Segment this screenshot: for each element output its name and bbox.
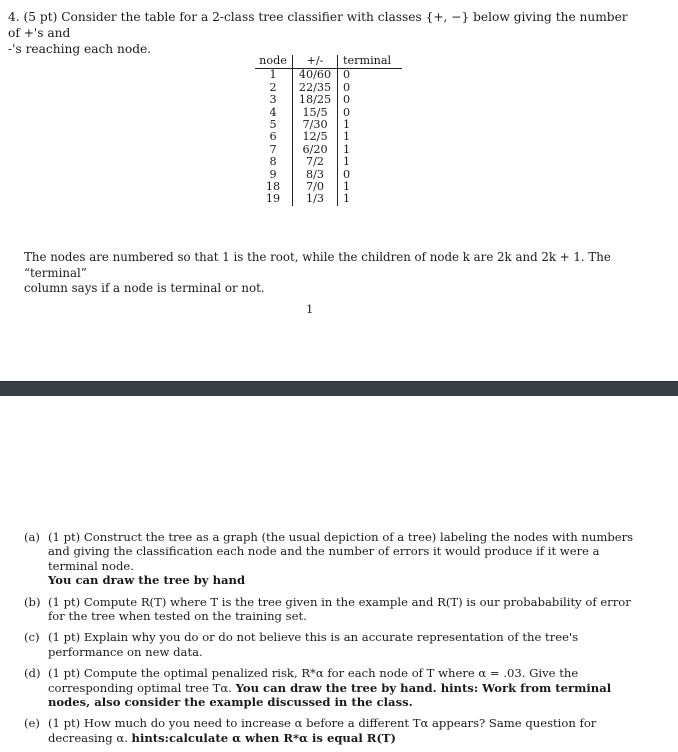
cell-node: 3 xyxy=(255,94,293,106)
cell-node: 4 xyxy=(255,107,293,119)
question-number: 4. xyxy=(8,10,20,24)
list-item xyxy=(24,595,634,624)
cell-node: 1 xyxy=(255,69,293,82)
cell-terminal: 1 xyxy=(343,142,351,156)
part-bold-text: You can draw the tree by hand. hints: Work from terminal nodes, also consider the example discussed in the class. xyxy=(48,680,612,710)
part-tag: (b) xyxy=(24,594,41,609)
question-points: (5 pt) xyxy=(23,10,58,24)
part-text: Explain why you do or do not believe this is an accurate representation of the tree's performance on new data. xyxy=(48,630,579,659)
list-item xyxy=(24,630,634,659)
table-row xyxy=(255,144,402,156)
cell-ratio: 7/30 xyxy=(293,119,338,131)
part-text: Construct the tree as a graph (the usual depiction of a tree) labeling the nodes with numbers and giving the classification each node and the number of errors it would produce if it were a terminal node. xyxy=(48,530,634,573)
part-bold-text: You can draw the tree by hand xyxy=(48,573,246,588)
sub-questions-list xyxy=(24,530,634,752)
cell-ratio: 22/35 xyxy=(293,82,338,94)
cell-ratio: 6/20 xyxy=(293,144,338,156)
table-row xyxy=(255,131,402,143)
cell-terminal: 1 xyxy=(343,192,351,206)
table-row xyxy=(255,107,402,119)
header-terminal: terminal xyxy=(338,55,403,69)
table-row xyxy=(255,119,402,131)
description-line1: The nodes are numbered so that 1 is the root, while the children of node k are 2k and 2k + 1. The “terminal” xyxy=(24,250,611,280)
cell-terminal: 1 xyxy=(343,130,351,144)
question-text-line2: -'s reaching each node. xyxy=(8,42,152,56)
table-row xyxy=(255,193,402,205)
cell-ratio: 18/25 xyxy=(293,94,338,106)
cell-terminal: 1 xyxy=(343,155,351,169)
page-divider-bar xyxy=(0,381,678,397)
cell-terminal: 0 xyxy=(343,105,351,119)
cell-ratio: 12/5 xyxy=(293,131,338,143)
cell-ratio: 1/3 xyxy=(293,193,338,205)
node-table xyxy=(255,55,402,206)
cell-node: 7 xyxy=(255,144,293,156)
cell-terminal: 0 xyxy=(343,80,351,94)
part-points: (1 pt) xyxy=(48,716,81,731)
cell-terminal: 0 xyxy=(343,93,351,107)
part-points: (1 pt) xyxy=(48,630,81,645)
cell-terminal: 0 xyxy=(343,68,351,82)
description-line2: column says if a node is terminal or not. xyxy=(24,281,265,295)
question-header xyxy=(8,9,638,57)
cell-terminal: 1 xyxy=(343,180,351,194)
question-text-line1: Consider the table for a 2-class tree classifier with classes {+, −} below giving the number of +'s and xyxy=(8,10,628,40)
list-item xyxy=(24,530,634,588)
cell-node: 2 xyxy=(255,82,293,94)
part-tag: (e) xyxy=(24,716,40,731)
table-row xyxy=(255,94,402,106)
part-points: (1 pt) xyxy=(48,666,81,681)
cell-ratio: 7/2 xyxy=(293,156,338,168)
cell-node: 19 xyxy=(255,193,293,205)
table-row xyxy=(255,156,402,168)
header-node: node xyxy=(255,55,293,69)
cell-node: 5 xyxy=(255,119,293,131)
part-text: How much do you need to increase α before a different Tα appears? Same question for decreasing α. xyxy=(48,716,597,745)
part-points: (1 pt) xyxy=(48,530,81,544)
cell-ratio: 40/60 xyxy=(293,69,338,82)
cell-ratio: 15/5 xyxy=(293,107,338,119)
cell-ratio: 8/3 xyxy=(293,169,338,181)
page-number: 1 xyxy=(306,302,314,316)
part-tag: (a) xyxy=(24,530,40,544)
cell-node: 8 xyxy=(255,156,293,168)
description-paragraph xyxy=(24,250,644,297)
part-text: Compute the optimal penalized risk, R*α for each node of T where α = .03. Give the corresponding optimal tree Tα. xyxy=(48,666,579,695)
cell-terminal: 1 xyxy=(343,118,351,132)
cell-node: 6 xyxy=(255,131,293,143)
cell-node: 9 xyxy=(255,169,293,181)
part-bold-text: hints:calculate α when R*α is equal R(T) xyxy=(131,730,397,745)
cell-terminal: 0 xyxy=(343,167,351,181)
header-ratio: +/- xyxy=(293,55,338,69)
part-tag: (c) xyxy=(24,630,40,645)
list-item xyxy=(24,666,634,709)
table-row xyxy=(255,69,402,82)
part-text: Compute R(T) where T is the tree given in the example and R(T) is our probabability of error for the tree when tested on the training set. xyxy=(48,594,631,624)
cell-node: 18 xyxy=(255,181,293,193)
cell-ratio: 7/0 xyxy=(293,181,338,193)
part-points: (1 pt) xyxy=(48,594,81,609)
part-tag: (d) xyxy=(24,666,41,681)
